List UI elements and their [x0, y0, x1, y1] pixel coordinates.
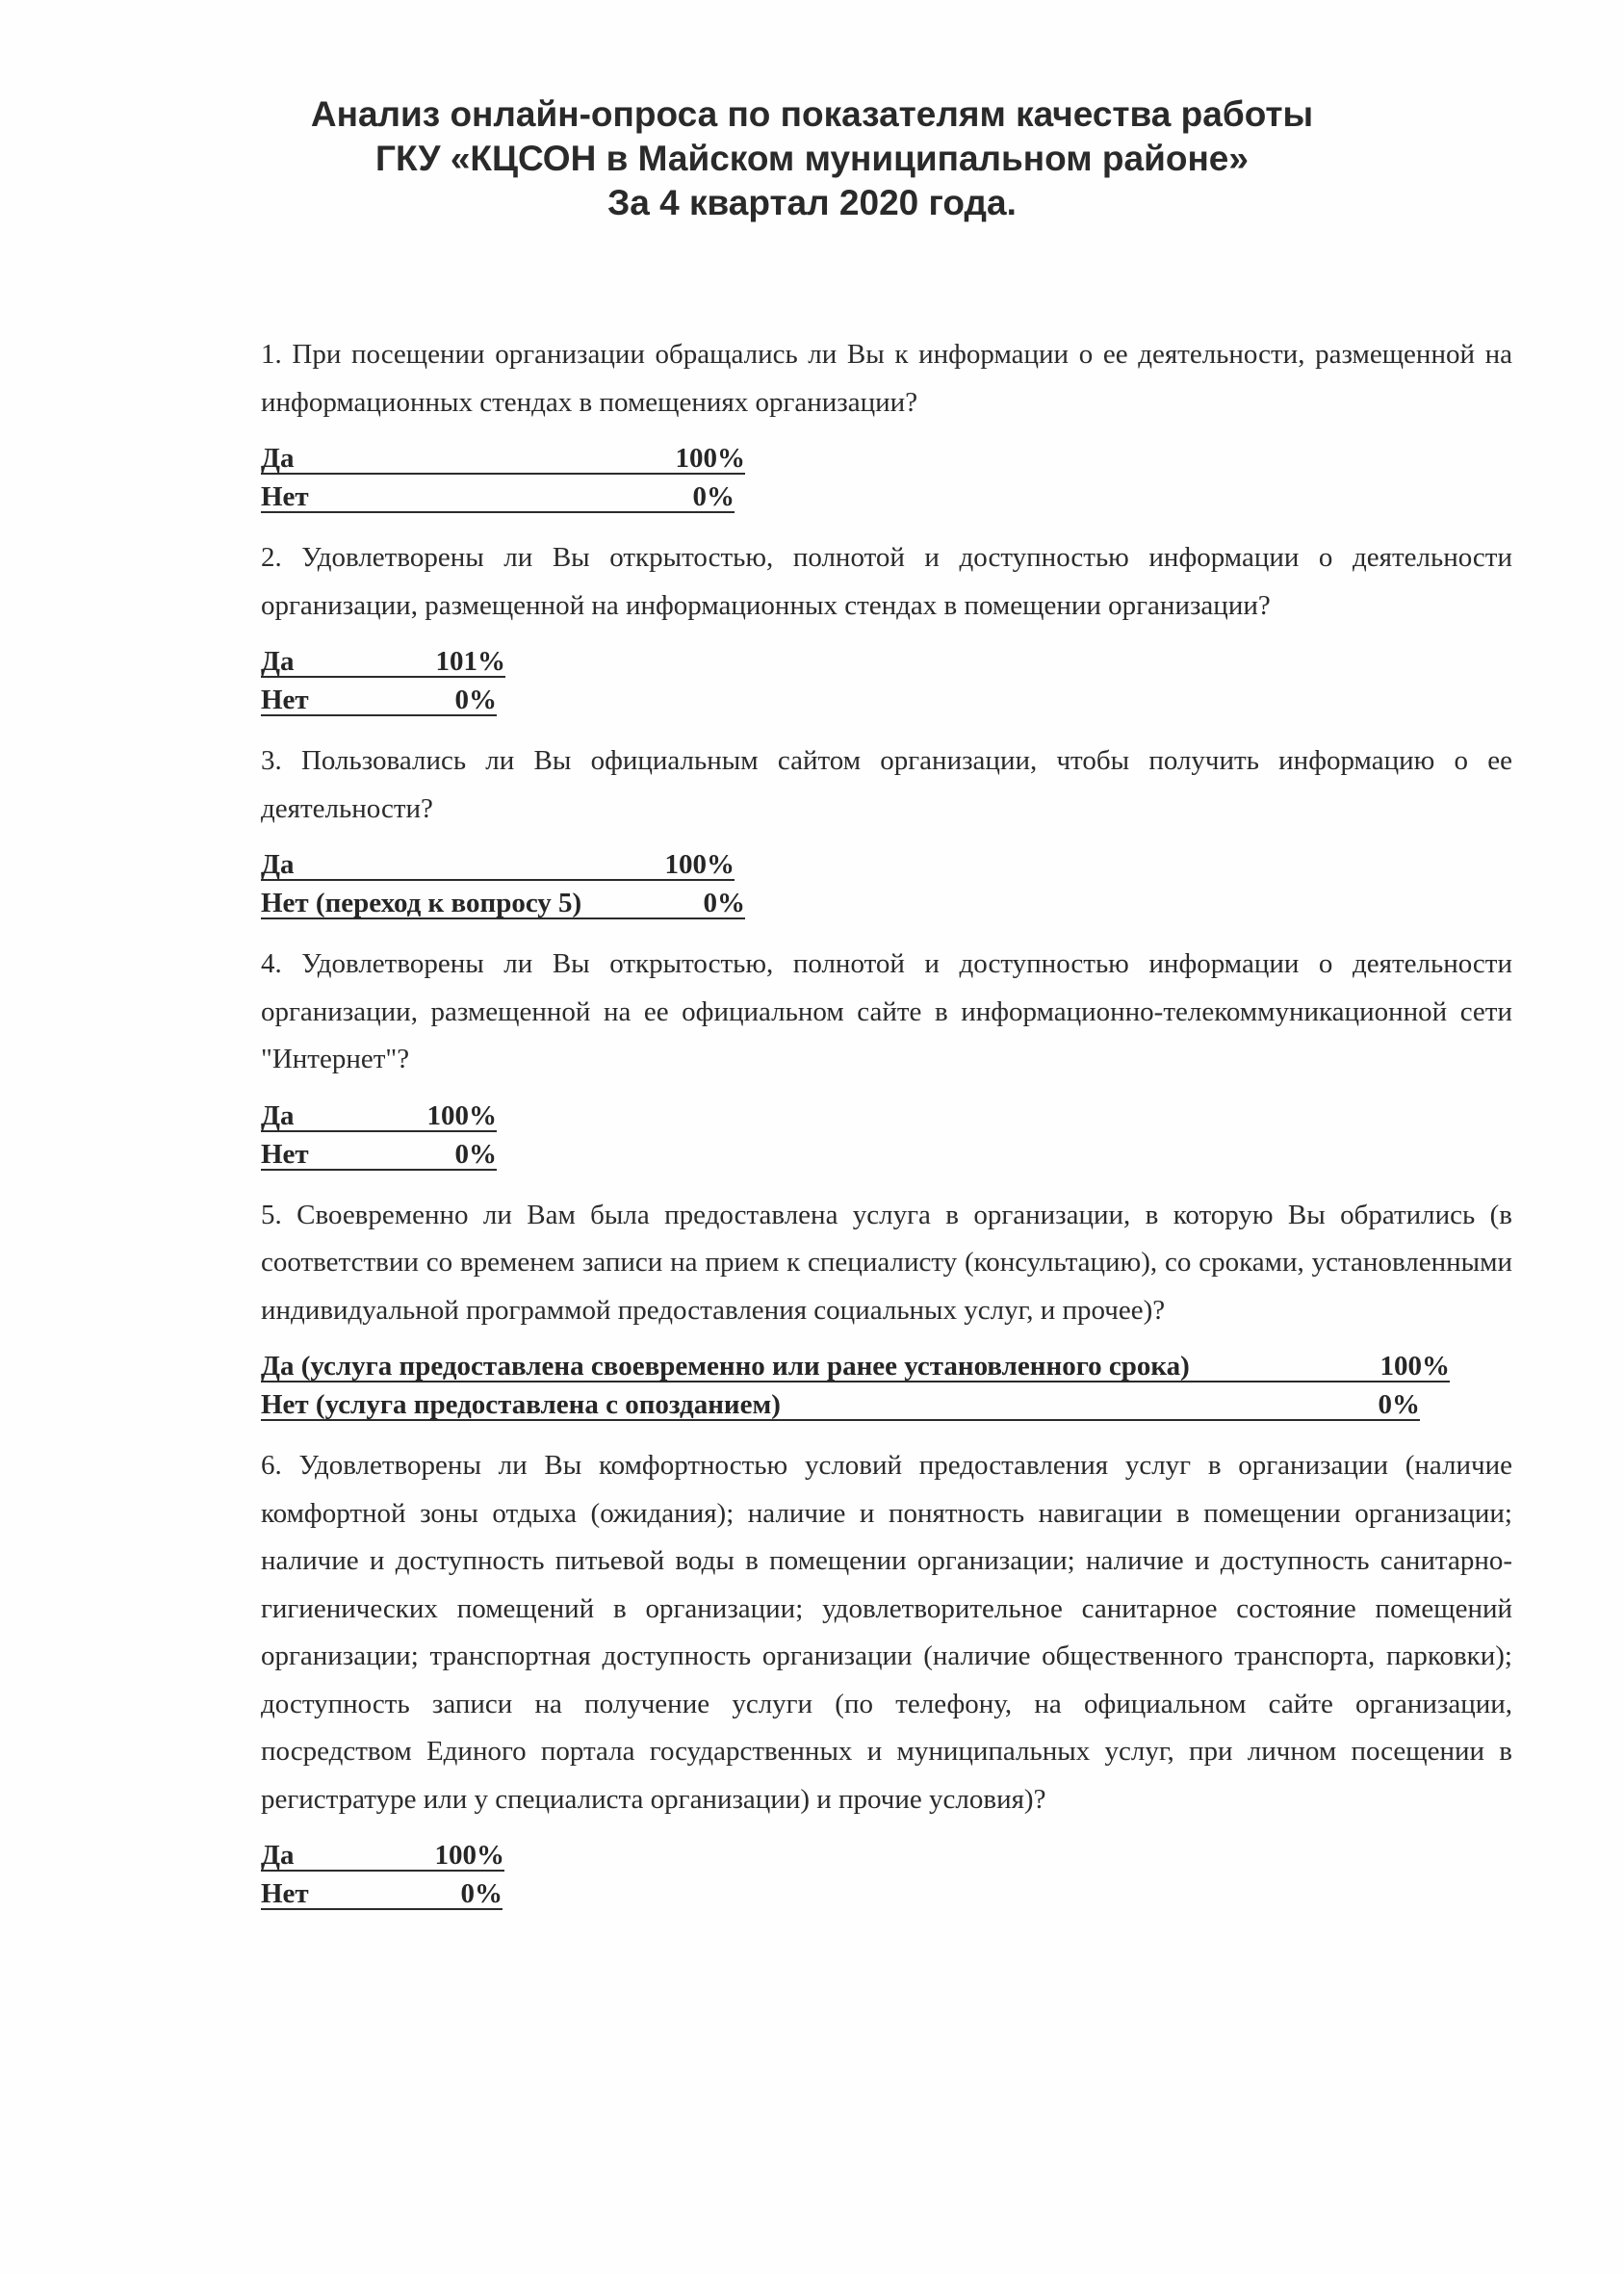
answer-list [261, 1346, 1512, 1421]
question-block [261, 1192, 1512, 1422]
answer-value: 100% [675, 443, 745, 474]
answer-value: 100% [426, 1099, 497, 1131]
question-text: 2. Удовлетворены ли Вы открытостью, полнотой и доступностью информации о деятельности организации, размещенной на информационных стендах в помещении организации? [261, 542, 1512, 621]
survey-content [261, 331, 1512, 1931]
document-title [0, 92, 1624, 225]
question-text: 5. Своевременно ли Вам была предоставлена услуга в организации, в которую Вы обратились (в соответствии со временем записи на прием к специалисту (консультацию), со сроками, установленными индивидуальной программой предоставления социальных услуг, и прочее)? [261, 1199, 1512, 1326]
answer-value: 0% [454, 685, 497, 715]
question-text: 1. При посещении организации обращались ли Вы к информации о ее деятельности, размещенной на информационных стендах в помещениях организации? [261, 339, 1512, 418]
answer-value: 0% [1378, 1389, 1420, 1420]
answer-label: Да [261, 1099, 295, 1131]
question-block [261, 737, 1512, 919]
answer-label: Да (услуга предоставлена своевременно или ранее установленного срока) [261, 1351, 1190, 1382]
title-line-1: Анализ онлайн-опроса по показателям качества работы [310, 94, 1314, 134]
question-block [261, 1442, 1512, 1910]
answer-value: 0% [703, 888, 745, 918]
answer-label: Нет [261, 1138, 309, 1170]
question-text: 4. Удовлетворены ли Вы открытостью, полнотой и доступностью информации о деятельности организации, размещенной на ее официальном сайте в информационно-телекоммуникационной сети "Интернет"? [261, 948, 1512, 1074]
answer-list [261, 641, 1512, 716]
title-line-2: ГКУ «КЦСОН в Майском муниципальном районе» [375, 139, 1249, 178]
answer-row [261, 477, 735, 513]
answer-label: Да [261, 849, 295, 880]
answer-row [261, 844, 735, 881]
answer-row [261, 1835, 504, 1872]
answer-label: Нет [261, 1878, 309, 1909]
answer-row [261, 438, 745, 475]
answer-label: Да [261, 646, 295, 677]
answer-label: Нет [261, 685, 309, 715]
answer-value: 100% [1379, 1351, 1450, 1382]
answer-label: Нет (переход к вопросу 5) [261, 888, 582, 918]
question-text: 3. Пользовались ли Вы официальным сайтом организации, чтобы получить информацию о ее деятельности? [261, 745, 1512, 824]
answer-label: Да [261, 1840, 295, 1871]
title-line-3: За 4 квартал 2020 года. [607, 183, 1017, 222]
answer-label: Нет [261, 481, 309, 512]
answer-value: 0% [692, 481, 735, 512]
answer-value: 0% [454, 1138, 497, 1170]
answer-row [261, 1873, 503, 1910]
answer-value: 0% [460, 1878, 503, 1909]
question-block [261, 941, 1512, 1171]
question-block [261, 331, 1512, 513]
answer-list [261, 844, 1512, 919]
answer-value: 101% [435, 646, 505, 677]
answer-list [261, 1096, 1512, 1171]
answer-row [261, 1346, 1450, 1382]
question-block [261, 534, 1512, 716]
question-text: 6. Удовлетворены ли Вы комфортностью условий предоставления услуг в организации (наличие комфортной зоны отдыха (ожидания); наличие и понятность навигации в помещении организации; наличие и доступность питьевой воды в помещении организации; наличие и доступность санитарно-гигиенических помещений в организации; удовлетворительное санитарное состояние помещений организации; транспортная доступность организации (наличие общественного транспорта, парковки); доступность записи на получение услуги (по телефону, на официальном сайте организации, посредством Единого портала государственных и муниципальных услуг, при личном посещении в регистратуре или у специалиста организации) и прочие условия)? [261, 1450, 1512, 1815]
answer-row [261, 641, 505, 678]
answer-list [261, 438, 1512, 513]
answer-row [261, 1384, 1420, 1421]
answer-row [261, 1096, 497, 1132]
answer-value: 100% [434, 1840, 504, 1871]
answer-list [261, 1835, 1512, 1910]
answer-value: 100% [664, 849, 735, 880]
answer-label: Нет (услуга предоставлена с опозданием) [261, 1389, 781, 1420]
answer-row [261, 883, 745, 919]
answer-label: Да [261, 443, 295, 474]
answer-row [261, 1134, 497, 1171]
answer-row [261, 680, 497, 716]
